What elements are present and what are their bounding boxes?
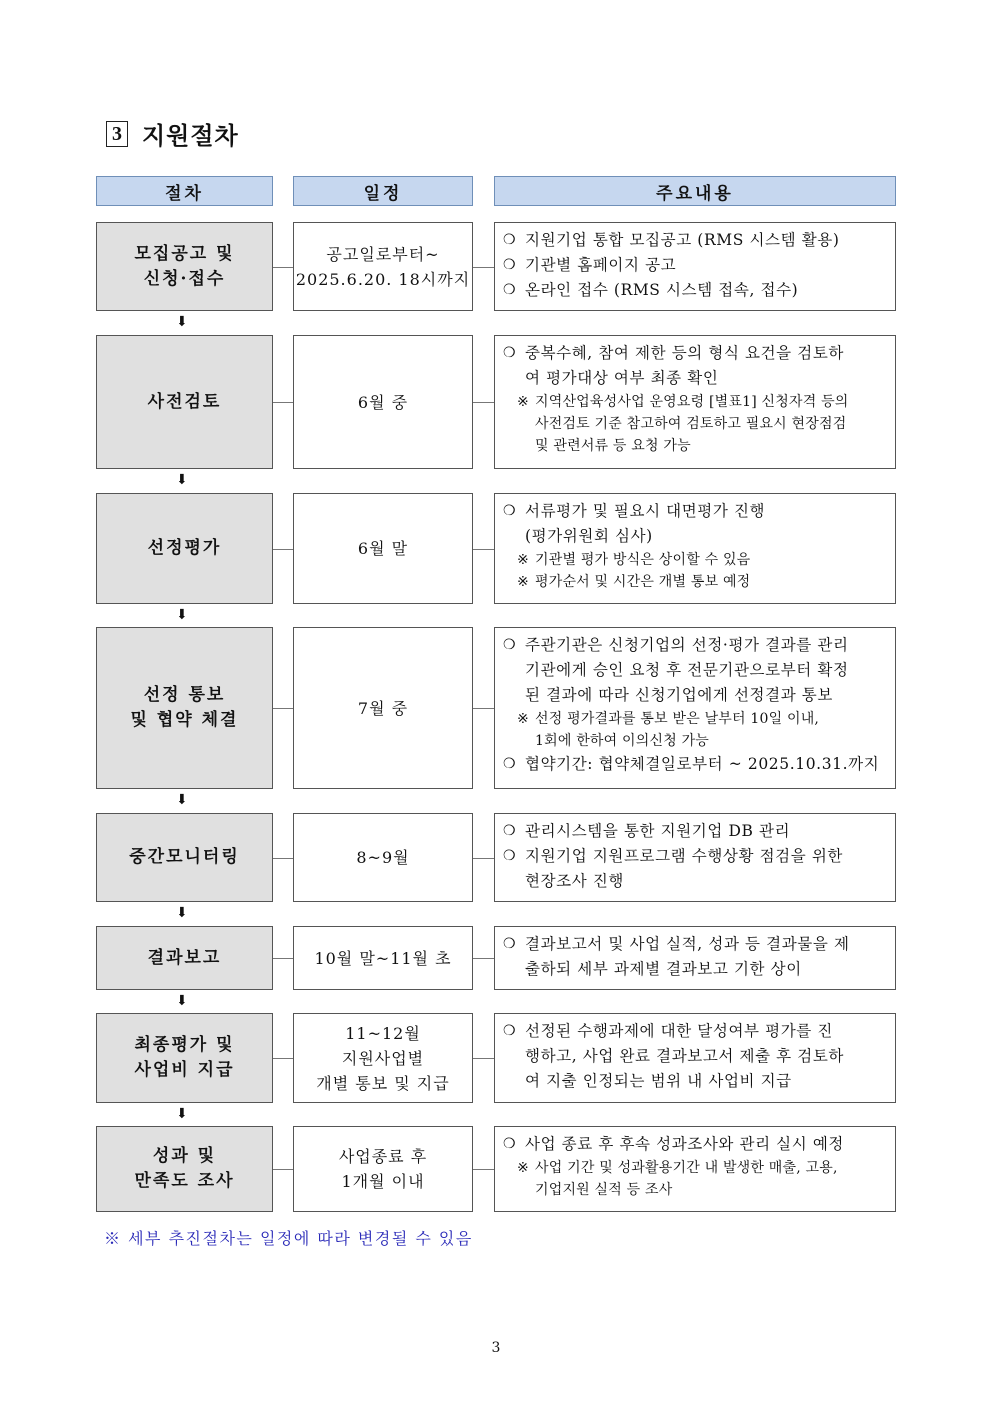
header-step: 절차 [96, 176, 273, 206]
footer-note: ※ 세부 추진절차는 일정에 따라 변경될 수 있음 [104, 1229, 473, 1248]
schedule-box [293, 222, 473, 311]
content-text: 기관별 홈페이지 공고 [525, 256, 677, 274]
note-text: 평가순서 및 시간은 개별 통보 예정 [535, 574, 751, 590]
step-name-box [96, 926, 273, 990]
page-number: 3 [491, 1340, 501, 1356]
procedure-row [0, 1013, 992, 1103]
content-box [494, 1013, 896, 1103]
reference-mark-icon: ※ [517, 574, 529, 590]
content-line [503, 708, 889, 730]
connector-line [473, 958, 494, 959]
connector-line [473, 1169, 494, 1170]
down-arrow-icon: ⬇ [176, 472, 188, 488]
step-name-line: 선정평가 [147, 538, 222, 558]
connector-line [273, 267, 293, 268]
content-line: 행하고, 사업 완료 결과보고서 제출 후 검토하 [525, 1047, 845, 1065]
step-name-line: 및 협약 체결 [130, 710, 239, 730]
content-box [494, 335, 896, 469]
step-name-line: 사전검토 [147, 391, 222, 412]
circle-bullet-icon: ❍ [503, 257, 517, 273]
circle-bullet-icon: ❍ [503, 232, 517, 248]
content-line [503, 844, 889, 869]
section-title [106, 116, 239, 151]
content-line: 사전검토 기준 참고하여 검토하고 필요시 현장점검 [535, 416, 847, 432]
connector-line [473, 858, 494, 859]
step-name-line: 선정 통보 [143, 685, 226, 705]
circle-bullet-icon: ❍ [503, 756, 517, 772]
step-name-box [96, 627, 273, 789]
step-name-line: 결과보고 [147, 947, 222, 968]
step-name-line: 신청·접수 [143, 268, 226, 289]
schedule-box [293, 627, 473, 789]
circle-bullet-icon: ❍ [503, 503, 517, 519]
circle-bullet-icon: ❍ [503, 345, 517, 361]
circle-bullet-icon: ❍ [503, 1023, 517, 1039]
section-number: 3 [106, 121, 128, 147]
schedule-box [293, 813, 473, 902]
step-name-line: 만족도 조사 [134, 1171, 235, 1191]
procedure-row [0, 1126, 992, 1212]
step-name-box [96, 1126, 273, 1212]
connector-line [473, 1058, 494, 1059]
content-box [494, 813, 896, 902]
step-name-line: 중간모니터링 [129, 847, 240, 867]
content-line [503, 1157, 889, 1179]
connector-line [273, 549, 293, 550]
content-line [503, 341, 889, 366]
reference-mark-icon: ※ [517, 394, 529, 410]
content-line: 된 결과에 따라 신청기업에게 선정결과 통보 [525, 686, 833, 704]
schedule-line: 7월 중 [357, 698, 409, 718]
content-line: 출하되 세부 과제별 결과보고 기한 상이 [525, 960, 802, 978]
circle-bullet-icon: ❍ [503, 823, 517, 839]
content-line: (평가위원회 심사) [525, 527, 653, 545]
content-text: 온라인 접수 (RMS 시스템 접속, 접수) [525, 281, 799, 299]
reference-mark-icon: ※ [517, 711, 529, 727]
reference-mark-icon: ※ [517, 1160, 529, 1176]
schedule-box [293, 335, 473, 469]
header-content: 주요내용 [494, 176, 896, 206]
connector-line [473, 402, 494, 403]
down-arrow-icon: ⬇ [176, 993, 188, 1009]
content-text: 결과보고서 및 사업 실적, 성과 등 결과물을 제 [525, 935, 850, 953]
connector-line [273, 858, 293, 859]
procedure-row [0, 627, 992, 789]
procedure-row [0, 222, 992, 311]
connector-line [273, 958, 293, 959]
note-text: 지역산업육성사업 운영요령 [별표1] 신청자격 등의 [535, 394, 849, 410]
schedule-box [293, 926, 473, 990]
content-line: 현장조사 진행 [525, 872, 624, 890]
circle-bullet-icon: ❍ [503, 282, 517, 298]
schedule-line: 8~9월 [356, 848, 410, 867]
procedure-row [0, 813, 992, 902]
schedule-line: 11~12월 [345, 1023, 421, 1043]
connector-line [273, 1058, 293, 1059]
step-name-line: 성과 및 [152, 1146, 217, 1166]
section-heading: 지원절차 [142, 121, 239, 150]
schedule-line: 6월 중 [357, 392, 409, 412]
content-text: 지원기업 통합 모집공고 (RMS 시스템 활용) [525, 231, 840, 249]
step-name-line: 최종평가 및 [134, 1035, 235, 1055]
content-box [494, 222, 896, 311]
content-line: 기관에게 승인 요청 후 전문기관으로부터 확정 [525, 661, 849, 679]
down-arrow-icon: ⬇ [176, 314, 188, 330]
content-line [503, 499, 889, 524]
schedule-line: 개별 통보 및 지급 [316, 1073, 450, 1093]
content-line [503, 549, 889, 571]
schedule-line: 1개월 이내 [341, 1172, 425, 1191]
connector-line [273, 1169, 293, 1170]
connector-line [473, 708, 494, 709]
circle-bullet-icon: ❍ [503, 1136, 517, 1152]
circle-bullet-icon: ❍ [503, 848, 517, 864]
step-name-box [96, 813, 273, 902]
circle-bullet-icon: ❍ [503, 637, 517, 653]
content-text: 관리시스템을 통한 지원기업 DB 관리 [525, 822, 791, 840]
connector-line [473, 549, 494, 550]
down-arrow-icon: ⬇ [176, 1106, 188, 1122]
content-line [503, 1019, 889, 1044]
reference-mark-icon: ※ [517, 552, 529, 568]
content-text: 중복수혜, 참여 제한 등의 형식 요건을 검토하 [525, 344, 845, 362]
content-line [503, 819, 889, 844]
content-line [503, 633, 889, 658]
down-arrow-icon: ⬇ [176, 905, 188, 921]
schedule-box [293, 493, 473, 604]
note-text: 선정 평가결과를 통보 받은 날부터 10일 이내, [535, 711, 820, 727]
connector-line [473, 267, 494, 268]
content-line [503, 278, 889, 303]
step-name-box [96, 493, 273, 604]
content-box [494, 493, 896, 604]
content-line [503, 391, 889, 413]
content-text: 지원기업 지원프로그램 수행상황 점검을 위한 [525, 847, 843, 865]
content-line: 1회에 한하여 이의신청 가능 [535, 733, 710, 749]
procedure-row [0, 335, 992, 469]
content-line [503, 253, 889, 278]
content-line: 여 평가대상 여부 최종 확인 [525, 369, 719, 387]
content-line [503, 932, 889, 957]
content-line: 및 관련서류 등 요청 가능 [535, 438, 691, 454]
content-box [494, 627, 896, 789]
procedure-row [0, 493, 992, 604]
connector-line [273, 402, 293, 403]
note-text: 사업 기간 및 성과활용기간 내 발생한 매출, 고용, [535, 1160, 838, 1176]
schedule-box [293, 1013, 473, 1103]
step-name-box [96, 222, 273, 311]
schedule-line: 10월 말~11월 초 [314, 948, 452, 968]
content-text: 협약기간: 협약체결일로부터 ~ 2025.10.31.까지 [525, 755, 880, 773]
schedule-line: 지원사업별 [341, 1048, 425, 1068]
circle-bullet-icon: ❍ [503, 936, 517, 952]
content-text: 서류평가 및 필요시 대면평가 진행 [525, 502, 766, 520]
step-name-box [96, 1013, 273, 1103]
content-box [494, 1126, 896, 1212]
schedule-line: 사업종료 후 [338, 1147, 428, 1166]
down-arrow-icon: ⬇ [176, 792, 188, 808]
content-line: 여 지출 인정되는 범위 내 사업비 지급 [525, 1072, 792, 1090]
content-text: 사업 종료 후 후속 성과조사와 관리 실시 예정 [525, 1135, 845, 1153]
content-line [503, 1132, 889, 1157]
schedule-box [293, 1126, 473, 1212]
header-schedule: 일정 [293, 176, 473, 206]
connector-line [273, 708, 293, 709]
content-line: 기업지원 실적 등 조사 [535, 1182, 673, 1198]
content-text: 주관기관은 신청기업의 선정·평가 결과를 관리 [525, 636, 849, 654]
step-name-line: 모집공고 및 [134, 243, 235, 264]
content-text: 선정된 수행과제에 대한 달성여부 평가를 진 [525, 1022, 833, 1040]
content-line [503, 752, 889, 777]
content-line [503, 571, 889, 593]
content-line [503, 228, 889, 253]
schedule-line: 6월 말 [357, 539, 409, 558]
procedure-row [0, 926, 992, 990]
step-name-box [96, 335, 273, 469]
schedule-line: 2025.6.20. 18시까지 [295, 269, 471, 289]
down-arrow-icon: ⬇ [176, 607, 188, 623]
note-text: 기관별 평가 방식은 상이할 수 있음 [535, 552, 751, 568]
schedule-line: 공고일로부터~ [326, 244, 440, 264]
step-name-line: 사업비 지급 [134, 1060, 235, 1080]
content-box [494, 926, 896, 990]
